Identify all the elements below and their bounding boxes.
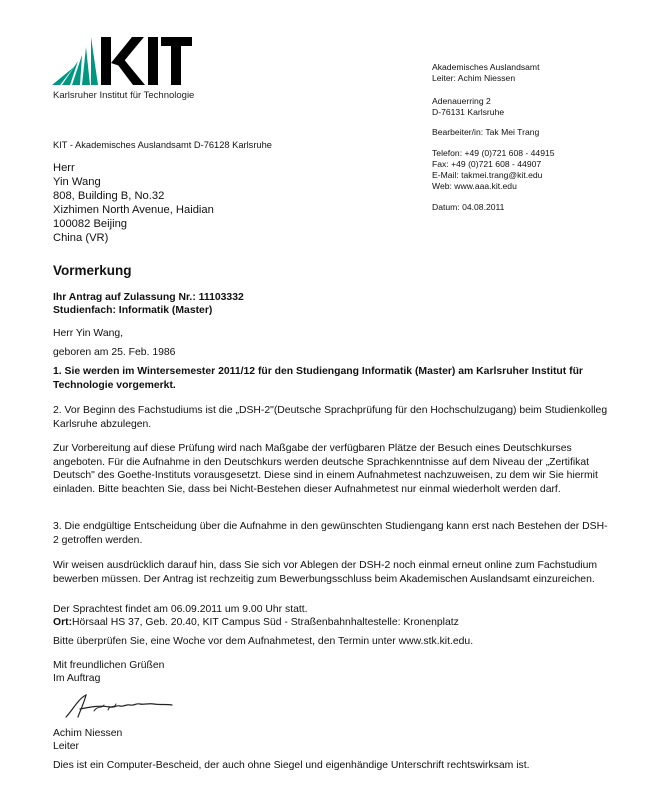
- signer-title: Leiter: [53, 741, 79, 752]
- org-street: Adenauerring 2: [432, 96, 491, 106]
- org-leader: Leiter: Achim Niessen: [432, 73, 516, 83]
- kit-logo-letters: [101, 37, 192, 85]
- subject-application: Ihr Antrag auf Zulassung Nr.: 11103332: [53, 292, 244, 303]
- signer-name: Achim Niessen: [53, 728, 123, 739]
- paragraph-decision: 3. Die endgültige Entscheidung über die Aufnahme in den gewünschten Studiengang kann erst nach Bestehen der DSH-2 getroffen werden.: [53, 521, 608, 546]
- recipient-line: Herr: [53, 162, 75, 174]
- recipient-line: 100082 Beijing: [53, 218, 128, 230]
- letter-date: Datum: 04.08.2011: [432, 202, 505, 212]
- birth-date: geboren am 25. Feb. 1986: [53, 347, 176, 358]
- email: E-Mail: takmei.trang@kit.edu: [432, 170, 543, 180]
- letter-title: Vormerkung: [53, 263, 132, 278]
- paragraph-dsh: 2. Vor Beginn des Fachstudiums ist die „DSH-2"(Deutsche Sprachprüfung für den Hochschulzugang) beim Studienkolleg Karlsruhe abzulegen.: [53, 405, 608, 430]
- handler: Bearbeiter/in: Tak Mei Trang: [432, 127, 540, 137]
- kit-logo-rays: [52, 37, 98, 85]
- logo-subtitle: Karlsruher Institut für Technologie: [53, 90, 195, 101]
- closing-on-behalf: Im Auftrag: [53, 673, 101, 684]
- phone: Telefon: +49 (0)721 608 - 44915: [432, 148, 555, 158]
- website: Web: www.aaa.kit.edu: [432, 181, 517, 191]
- check-note: Bitte überprüfen Sie, eine Woche vor dem Aufnahmetest, den Termin unter www.stk.kit.edu.: [53, 636, 474, 647]
- fax: Fax: +49 (0)721 608 - 44907: [432, 159, 542, 169]
- recipient-line: China (VR): [53, 232, 109, 244]
- recipient-address: [53, 161, 214, 245]
- subject-field: Studienfach: Informatik (Master): [53, 305, 213, 316]
- sender-line: KIT - Akademisches Auslandsamt D-76128 Karlsruhe: [53, 140, 272, 150]
- recipient-line: Xizhimen North Avenue, Haidian: [53, 204, 214, 216]
- kit-logo-graphic: [52, 33, 192, 89]
- recipient-line: Yin Wang: [53, 176, 101, 188]
- org-city: D-76131 Karlsruhe: [432, 107, 505, 117]
- paragraph-preparation: Zur Vorbereitung auf diese Prüfung wird nach Maßgabe der verfügbaren Plätze der Besuch eines Deutschkurses angeboten. Für die Aufnahme in den Deutschkurs werden deutsche Sprachkenntnisse auf dem Niveau der „Zertifikat Deutsch" des Goethe-Instituts vorausgesetzt. Diese sind in einem Aufnahmetest nachzuweisen, zu dem wir Sie hiermit einladen. Bitte beachten Sie, dass bei Nicht-Bestehen dieser Aufnahmetest nur einmal wiederholt werden darf.: [53, 443, 598, 495]
- org-name: Akademisches Auslandsamt: [432, 62, 540, 72]
- test-location: [53, 616, 613, 630]
- location-text: Hörsaal HS 37, Geb. 20.40, KIT Campus Süd - Straßenbahnhaltestelle: Kronenplatz: [72, 617, 459, 628]
- paragraph-reapply: Wir weisen ausdrücklich darauf hin, dass Sie sich vor Ablegen der DSH-2 noch einmal erneut online zum Fachstudium bewerben müssen. Der Antrag ist rechzeitig zum Bewerbungsschluss beim Akademischen Auslandsamt einzureichen.: [53, 560, 598, 585]
- closing-greeting: Mit freundlichen Grüßen: [53, 660, 165, 671]
- footer-note: Dies ist ein Computer-Bescheid, der auch ohne Siegel und eigenhändige Unterschrift rechtswirksam ist.: [53, 760, 530, 771]
- kit-logo: [52, 33, 192, 94]
- paragraph-admission: 1. Sie werden im Wintersemester 2011/12 für den Studiengang Informatik (Master) am Karlsruher Institut für Technologie vorgemerkt.: [53, 366, 583, 391]
- recipient-line: 808, Building B, No.32: [53, 190, 165, 202]
- salutation: Herr Yin Wang,: [53, 328, 124, 339]
- handwritten-signature: [64, 691, 174, 726]
- test-date: Der Sprachtest findet am 06.09.2011 um 9.00 Uhr statt.: [53, 604, 308, 615]
- location-label: Ort:: [53, 617, 73, 628]
